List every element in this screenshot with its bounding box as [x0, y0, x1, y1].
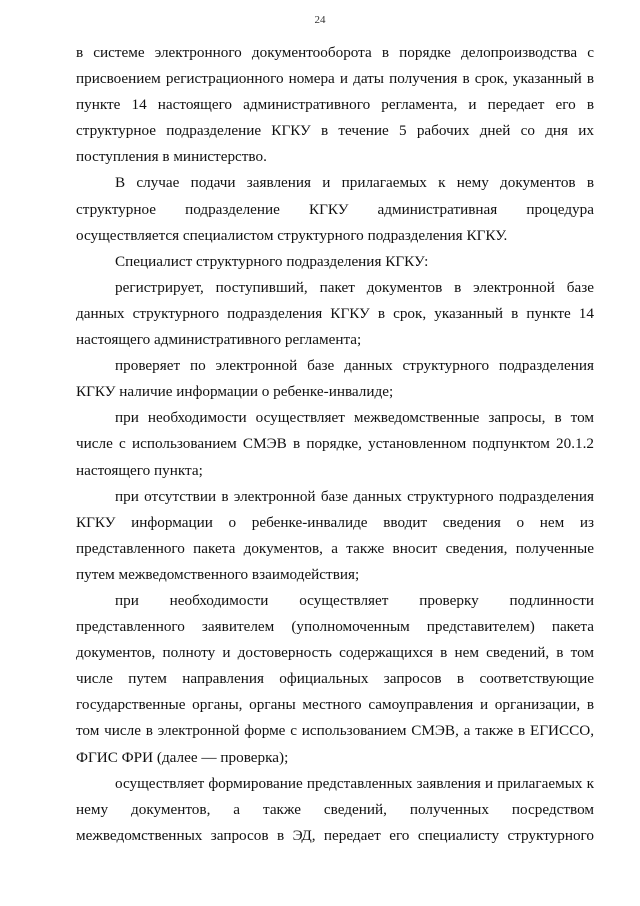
paragraph-specialist-intro: Специалист структурного подразделения КГКУ: — [115, 252, 429, 270]
paragraph-checks-database: проверяет по электронной базе данных структурного подразделения КГКУ наличие информации о ребенке-инвалиде; — [76, 357, 594, 401]
paragraph-enters-information: при отсутствии в электронной базе данных структурного подразделения КГКУ информации о ребенке-инвалиде вводит сведения о нем из представленного пакета документов, а также вносит сведения, полученные путем межведомственного взаимодействия; — [76, 487, 594, 583]
paragraph-application-submission: В случае подачи заявления и прилагаемых к нему документов в структурное подразделение КГКУ административная процедура осуществляется специалистом структурного подразделения КГКУ. — [76, 174, 594, 244]
page-number: 24 — [314, 14, 326, 26]
paragraph-forms-documents: осуществляет формирование представленных заявления и прилагаемых к нему документов, а также сведений, полученных посредством межведомственных запросов в ЭД, передает его специалисту структурного — [76, 774, 594, 844]
paragraph-interagency-requests: при необходимости осуществляет межведомственные запросы, в том числе с использованием СМЭВ в порядке, установленном подпунктом 20.1.2 настоящего пункта; — [76, 409, 594, 479]
paragraph-continuation: в системе электронного документооборота в порядке делопроизводства с присвоением регистрационного номера и даты получения в срок, указанный в пункте 14 настоящего административного регламента, и передает его в структурное подразделение КГКУ в течение 5 рабочих дней со дня их поступления в министерство. — [76, 44, 594, 166]
document-body — [76, 40, 594, 849]
paragraph-verification: при необходимости осуществляет проверку подлинности представленного заявителем (уполномоченным представителем) пакета документов, полноту и достоверность содержащихся в нем сведений, в том числе путем направления официальных запросов в соответствующие государственные органы, органы местного самоуправления и организации, в том числе в электронной форме с использованием СМЭВ, а также в ЕГИССО, ФГИС ФРИ (далее — проверка); — [76, 591, 594, 766]
paragraph-registers: регистрирует, поступивший, пакет документов в электронной базе данных структурного подразделения КГКУ в срок, указанный в пункте 14 настоящего административного регламента; — [76, 278, 594, 349]
